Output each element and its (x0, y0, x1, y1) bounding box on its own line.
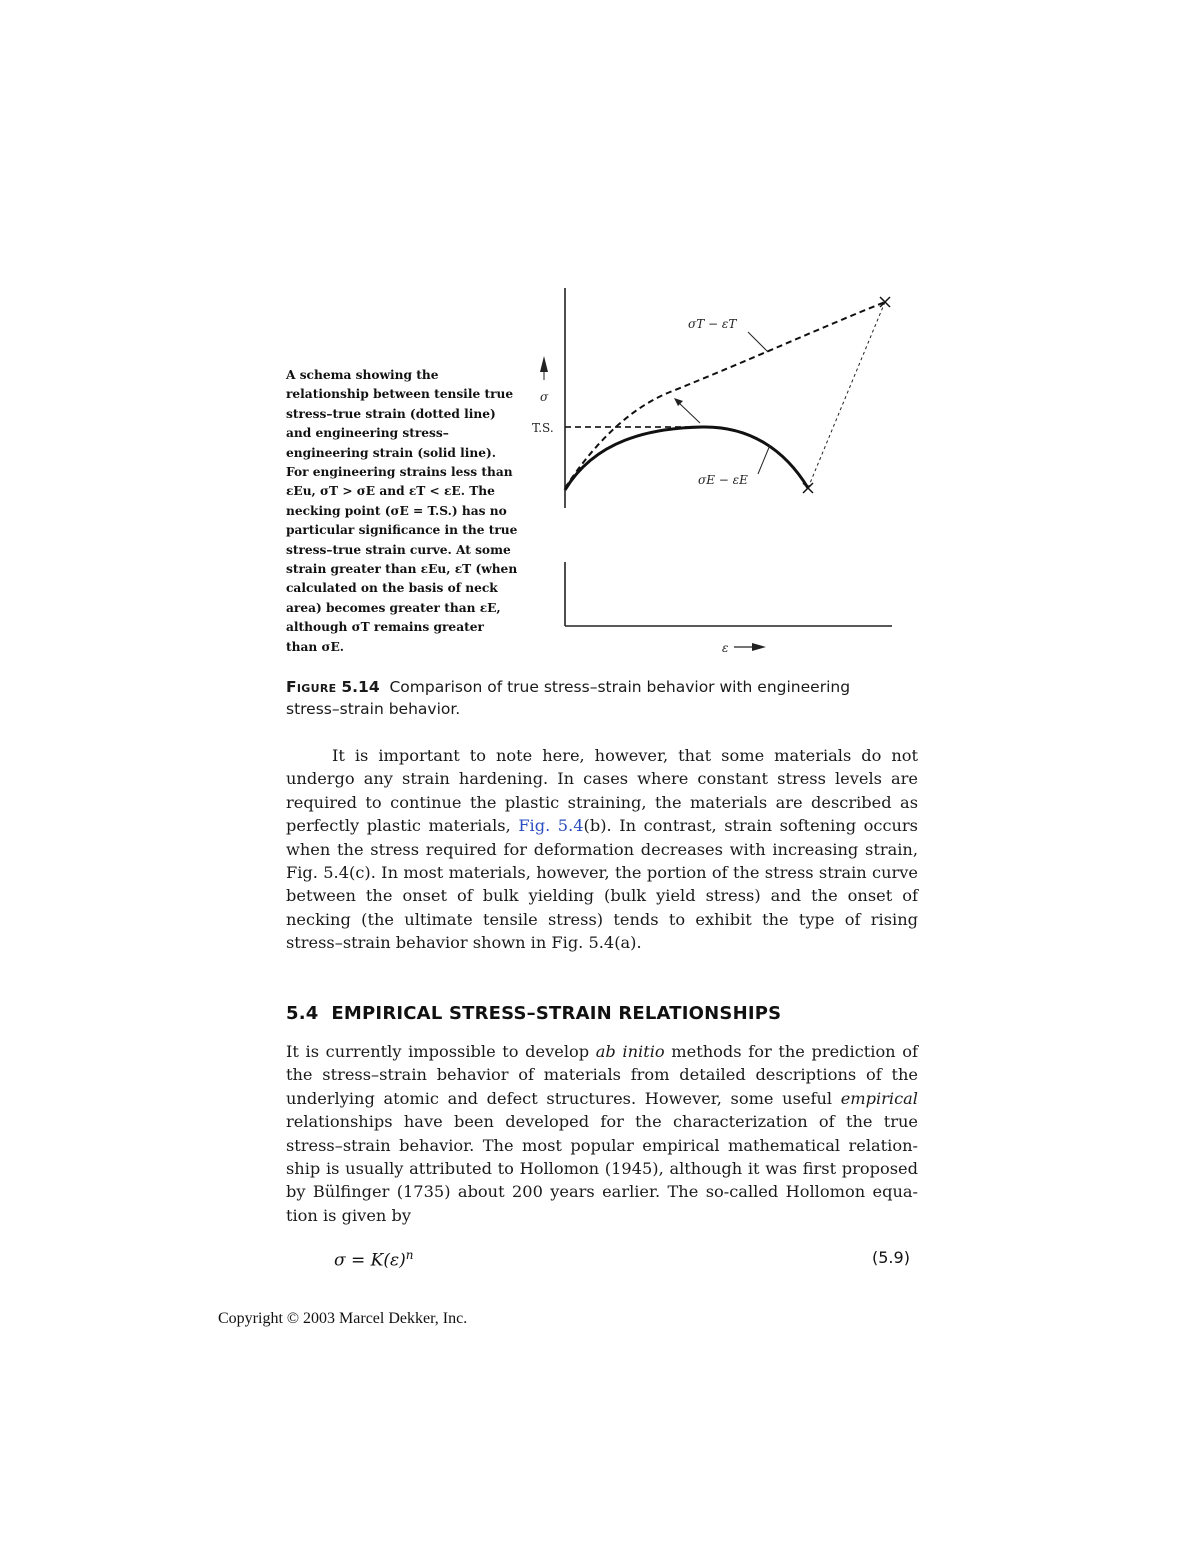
fracture-line (808, 302, 885, 488)
side-caption-line: stress–true strain curve. At some (286, 542, 511, 557)
figure-side-caption (286, 366, 518, 657)
text-line: underlying atomic and defect structures. However, some useful empirical (286, 1088, 918, 1108)
figure-caption-text: Comparison of true stress–strain behavior with engineering (389, 678, 851, 696)
x-axis-label: ε (722, 641, 729, 655)
eng-curve-label: σE − εE (698, 473, 748, 487)
text-line: ship is usually attributed to Hollomon (1945), although it was first proposed (286, 1159, 918, 1179)
stress-strain-diagram (520, 280, 910, 670)
side-caption-line: although σT remains greater (286, 620, 484, 635)
side-caption-line: than σE. (286, 639, 345, 654)
side-caption-line: A schema showing the (286, 368, 439, 382)
text-line: undergo any strain hardening. In cases where constant stress levels are (286, 769, 918, 789)
x-axis-arrow-icon (752, 643, 766, 651)
side-caption-line: particular significance in the true (286, 523, 518, 538)
text-line: It is currently impossible to develop ab initio methods for the prediction of (286, 1042, 918, 1061)
figure-word: Figure (286, 678, 337, 696)
section-heading: 5.4 EMPIRICAL STRESS–STRAIN RELATIONSHIPS (286, 1003, 782, 1024)
text-line: necking (the ultimate tensile stress) tends to exhibit the type of rising (286, 909, 918, 929)
hollomon-equation: $\sigma = K(\varepsilon)^n$ (334, 1248, 414, 1271)
ts-label: T.S. (532, 421, 554, 435)
engineering-curve (565, 427, 808, 490)
figure-caption-text-2: stress–strain behavior. (286, 700, 461, 718)
text-line: tion is given by (286, 1205, 411, 1225)
paragraph-empirical (286, 1040, 918, 1227)
paragraph-strain-hardening (286, 744, 918, 955)
figure-number: 5.14 (341, 678, 380, 696)
true-curve-label: σT − εT (688, 317, 737, 331)
equation-number: (5.9) (872, 1248, 910, 1267)
true-fracture-mark (880, 297, 890, 307)
figure-caption (286, 676, 926, 720)
copyright-notice: Copyright © 2003 Marcel Dekker, Inc. (218, 1310, 468, 1327)
side-caption-line: area) becomes greater than εE, (286, 600, 501, 615)
side-caption-line: εEu, σT > σE and εT < εE. The (286, 484, 495, 499)
side-caption-line: necking point (σE = T.S.) has no (286, 503, 507, 518)
side-caption-line: strain greater than εEu, εT (when (286, 562, 518, 577)
text-line: required to continue the plastic straining, the materials are described as (286, 792, 918, 812)
text-line: stress–strain behavior. The most popular empirical mathematical relation- (286, 1135, 918, 1155)
text-line: relationships have been developed for the characterization of the true (286, 1112, 918, 1132)
fig-5-4-link[interactable]: Fig. 5.4 (518, 816, 584, 836)
side-caption-line: and engineering stress– (286, 426, 449, 441)
text-line: between the onset of bulk yielding (bulk yield stress) and the onset of (286, 886, 918, 906)
side-caption-line: calculated on the basis of neck (286, 581, 498, 596)
side-caption-line: stress–true strain (dotted line) (286, 406, 496, 421)
text-line: stress–strain behavior shown in Fig. 5.4(a). (286, 933, 642, 953)
text-line: by Bülfinger (1735) about 200 years earlier. The so-called Hollomon equa- (286, 1182, 918, 1202)
text-line: the stress–strain behavior of materials from detailed descriptions of the (286, 1065, 918, 1085)
side-caption-line: relationship between tensile true (286, 387, 514, 402)
y-axis-label: σ (540, 390, 549, 404)
text-line: It is important to note here, however, that some materials do not (332, 746, 918, 765)
y-axis-arrow-icon (540, 356, 548, 372)
side-caption-line: engineering strain (solid line). (286, 445, 497, 460)
text-line: perfectly plastic materials, Fig. 5.4(b). In contrast, strain softening occurs (286, 816, 918, 836)
side-caption-line: For engineering strains less than (286, 465, 513, 480)
text-line: when the stress required for deformation decreases with increasing strain, (286, 839, 918, 859)
text-line: Fig. 5.4(c). In most materials, however, the portion of the stress strain curve (286, 863, 918, 883)
